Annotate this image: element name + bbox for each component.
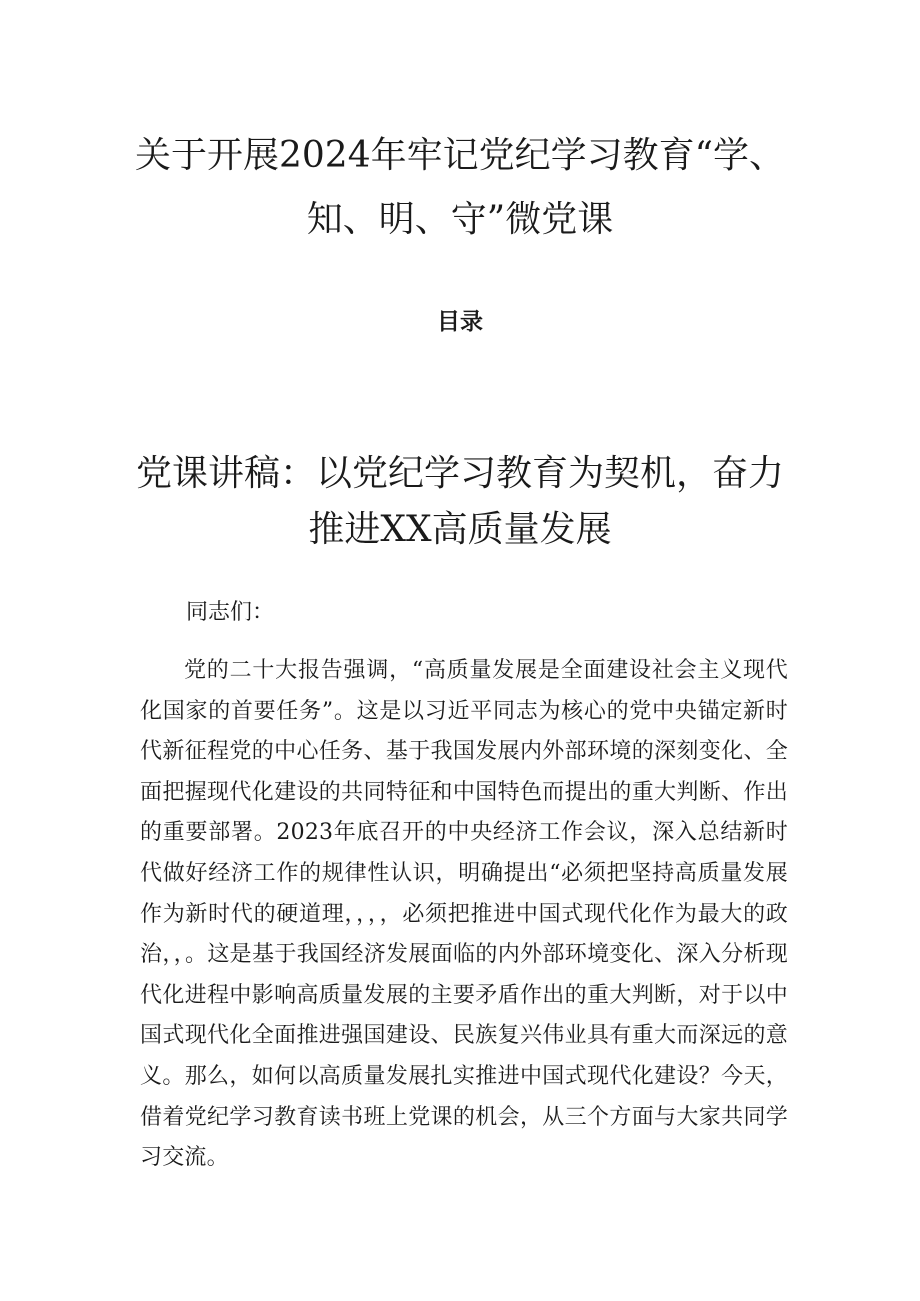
toc-heading: 目录 [437, 309, 483, 335]
document-title [100, 124, 820, 252]
section-title-line-2: 推进XX高质量发展 [308, 509, 612, 550]
section-title [100, 446, 820, 558]
document-title-line-2: 知、明、守”微党课 [306, 199, 614, 240]
body-paragraph: 党的二十大报告强调，“高质量发展是全面建设社会主义现代化国家的首要任务”。这是以习近平同志为核心的党中央锚定新时代新征程党的中心任务、基于我国发展内外部环境的深刻变化、全面把握现代化建设的共同特征和中国特色而提出的重大判断、作出的重要部署。2023年底召开的中央经济工作会议，深入总结新时代做好经济工作的规律性认识，明确提出“必须把坚持高质量发展作为新时代的硬道理，，，，必须把推进中国式现代化作为最大的政治，，。这是基于我国经济发展面临的内外部环境变化、深入分析现代化进程中影响高质量发展的主要矛盾作出的重大判断，对于以中国式现代化全面推进强国建设、民族复兴伟业具有重大而深远的意义。那么，如何以高质量发展扎实推进中国式现代化建设？今天，借着党纪学习教育读书班上党课的机会，从三个方面与大家共同学习交流。 [140, 658, 788, 1171]
salutation: 同志们： [186, 600, 275, 625]
document-title-line-1: 关于开展2024年牢记党纪学习教育“学、 [134, 135, 786, 176]
section-title-line-1: 党课讲稿：以党纪学习教育为契机，奋力 [135, 453, 784, 494]
